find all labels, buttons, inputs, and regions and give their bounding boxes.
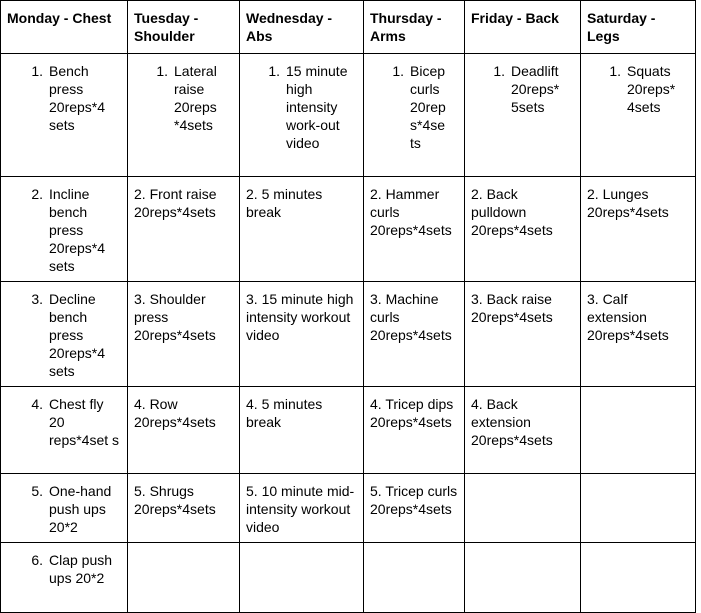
table-cell[interactable] xyxy=(465,54,581,177)
table-cell[interactable] xyxy=(364,54,465,177)
table-row xyxy=(1,543,696,613)
table-row xyxy=(1,474,696,543)
table-cell[interactable] xyxy=(240,474,364,543)
item-text: Chest fly 20 reps*4set s xyxy=(49,396,120,448)
numbered-item xyxy=(7,62,121,134)
item-number: 1. xyxy=(268,63,280,79)
cell-text: 3. Shoulder press 20reps*4sets xyxy=(134,291,216,343)
item-number: 5. xyxy=(31,483,43,499)
item-text: One-hand push ups 20*2 xyxy=(49,483,112,535)
table-cell[interactable] xyxy=(240,177,364,282)
cell-text: 3. Calf extension 20reps*4sets xyxy=(587,291,669,343)
numbered-item xyxy=(246,62,357,152)
table-cell[interactable] xyxy=(128,543,240,613)
numbered-item xyxy=(471,62,574,116)
header-cell[interactable]: Thursday - Arms xyxy=(364,1,465,54)
table-cell[interactable] xyxy=(1,177,128,282)
numbered-item xyxy=(7,551,121,587)
table-cell[interactable] xyxy=(1,543,128,613)
table-cell[interactable] xyxy=(465,387,581,474)
numbered-item xyxy=(7,482,121,536)
table-cell[interactable] xyxy=(128,387,240,474)
table-cell[interactable] xyxy=(1,474,128,543)
table-cell[interactable] xyxy=(240,543,364,613)
table-cell[interactable] xyxy=(364,177,465,282)
header-cell[interactable]: Saturday - Legs xyxy=(581,1,696,54)
table-cell[interactable] xyxy=(364,282,465,387)
item-number: 1. xyxy=(156,63,168,79)
table-cell[interactable] xyxy=(465,474,581,543)
cell-text: 4. Back extension 20reps*4sets xyxy=(471,396,553,448)
cell-text: 2. Hammer curls 20reps*4sets xyxy=(370,186,452,238)
table-cell[interactable] xyxy=(581,474,696,543)
cell-text: 4. 5 minutes break xyxy=(246,396,323,430)
table-cell[interactable] xyxy=(364,474,465,543)
numbered-item xyxy=(134,62,233,134)
table-cell[interactable] xyxy=(128,177,240,282)
numbered-item xyxy=(370,62,458,152)
table-cell[interactable] xyxy=(364,387,465,474)
item-number: 6. xyxy=(31,552,43,568)
item-number: 1. xyxy=(31,63,43,79)
table-cell[interactable] xyxy=(1,54,128,177)
cell-text: 3. 15 minute high intensity workout video xyxy=(246,291,354,343)
item-number: 1. xyxy=(609,63,621,79)
cell-text: 2. 5 minutes break xyxy=(246,186,323,220)
table-row xyxy=(1,282,696,387)
cell-text: 4. Row 20reps*4sets xyxy=(134,396,216,430)
numbered-item xyxy=(7,395,121,449)
item-text: 15 minute high intensity work-out video xyxy=(286,63,348,151)
cell-text: 2. Front raise 20reps*4sets xyxy=(134,186,217,220)
item-number: 1. xyxy=(392,63,404,79)
item-number: 3. xyxy=(31,291,43,307)
item-number: 1. xyxy=(493,63,505,79)
item-text: Deadlift 20reps* 5sets xyxy=(511,63,560,115)
table-cell[interactable] xyxy=(1,387,128,474)
table-cell[interactable] xyxy=(364,543,465,613)
table-cell[interactable] xyxy=(465,177,581,282)
table-cell[interactable] xyxy=(465,282,581,387)
table-cell[interactable] xyxy=(240,282,364,387)
table-cell[interactable] xyxy=(128,474,240,543)
item-text: Incline bench press 20reps*4 sets xyxy=(49,186,106,274)
table-row xyxy=(1,387,696,474)
header-cell[interactable]: Wednesday - Abs xyxy=(240,1,364,54)
table-cell[interactable] xyxy=(240,387,364,474)
item-text: Decline bench press 20reps*4 sets xyxy=(49,291,106,379)
item-text: Clap push ups 20*2 xyxy=(49,552,113,586)
numbered-item xyxy=(587,62,689,116)
header-cell[interactable]: Friday - Back xyxy=(465,1,581,54)
table-cell[interactable] xyxy=(581,282,696,387)
table-cell[interactable] xyxy=(240,54,364,177)
cell-text: 5. Shrugs 20reps*4sets xyxy=(134,483,216,517)
cell-text: 5. Tricep curls 20reps*4sets xyxy=(370,483,458,517)
table-cell[interactable] xyxy=(581,387,696,474)
item-number: 4. xyxy=(31,396,43,412)
item-text: Lateral raise 20reps *4sets xyxy=(174,63,217,133)
cell-text: 3. Machine curls 20reps*4sets xyxy=(370,291,452,343)
numbered-item xyxy=(7,185,121,275)
item-text: Bicep curls 20rep s*4se ts xyxy=(410,63,446,151)
cell-text: 5. 10 minute mid-intensity workout video xyxy=(246,483,355,535)
table-cell[interactable] xyxy=(128,282,240,387)
item-text: Bench press 20reps*4 sets xyxy=(49,63,106,133)
table-cell[interactable] xyxy=(1,282,128,387)
table-cell[interactable] xyxy=(581,54,696,177)
cell-text: 3. Back raise 20reps*4sets xyxy=(471,291,553,325)
table-cell[interactable] xyxy=(581,543,696,613)
cell-text: 4. Tricep dips 20reps*4sets xyxy=(370,396,454,430)
cell-text: 2. Back pulldown 20reps*4sets xyxy=(471,186,553,238)
header-cell[interactable]: Monday - Chest xyxy=(1,1,128,54)
table-cell[interactable] xyxy=(128,54,240,177)
table-row xyxy=(1,177,696,282)
header-row xyxy=(1,1,696,54)
cell-text: 2. Lunges 20reps*4sets xyxy=(587,186,669,220)
table-cell[interactable] xyxy=(465,543,581,613)
item-text: Squats 20reps* 4sets xyxy=(627,63,676,115)
table-cell[interactable] xyxy=(581,177,696,282)
numbered-item xyxy=(7,290,121,380)
header-cell[interactable]: Tuesday - Shoulder xyxy=(128,1,240,54)
item-number: 2. xyxy=(31,186,43,202)
table-row xyxy=(1,54,696,177)
